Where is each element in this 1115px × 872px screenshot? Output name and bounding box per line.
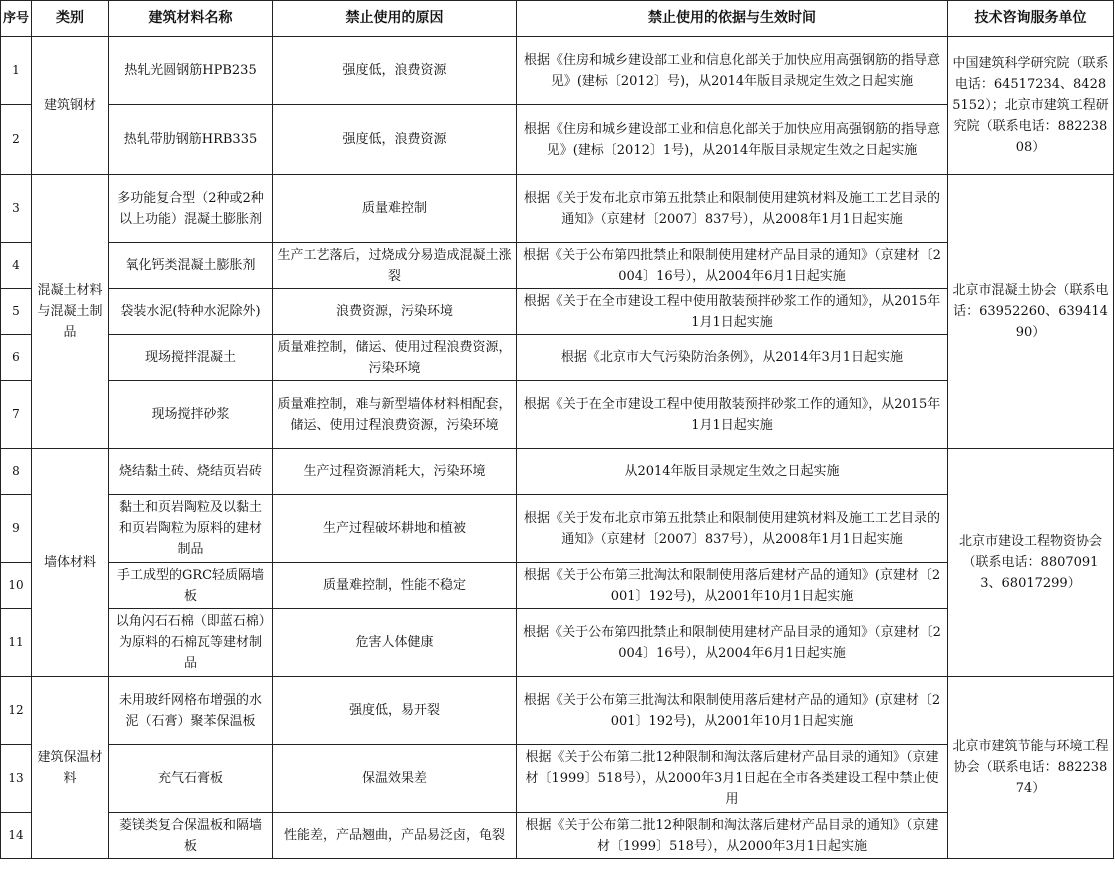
table-row bbox=[1, 813, 1114, 859]
header-reason: 禁止使用的原因 bbox=[273, 1, 517, 37]
ban-basis: 根据《住房和城乡建设部工业和信息化部关于加快应用高强钢筋的指导意见》(建标〔2012〕1号)，从2014年版目录规定生效之日起实施 bbox=[517, 105, 948, 175]
material-name: 热轧光圆钢筋HPB235 bbox=[109, 37, 273, 105]
row-no: 3 bbox=[1, 175, 32, 243]
header-material-name: 建筑材料名称 bbox=[109, 1, 273, 37]
ban-basis: 根据《关于公布第四批禁止和限制使用建材产品目录的通知》（京建材〔2004〕16号），从2004年6月1日起实施 bbox=[517, 243, 948, 289]
row-no: 8 bbox=[1, 449, 32, 495]
material-name: 未用玻纤网格布增强的水泥（石膏）聚苯保温板 bbox=[109, 677, 273, 745]
ban-basis: 根据《关于发布北京市第五批禁止和限制使用建筑材料及施工工艺目录的通知》（京建材〔2007〕837号），从2008年1月1日起实施 bbox=[517, 495, 948, 563]
material-name: 多功能复合型（2种或2种以上功能）混凝土膨胀剂 bbox=[109, 175, 273, 243]
header-consult-unit: 技术咨询服务单位 bbox=[948, 1, 1114, 37]
ban-reason: 强度低，浪费资源 bbox=[273, 37, 517, 105]
ban-reason: 浪费资源，污染环境 bbox=[273, 289, 517, 335]
material-name: 充气石膏板 bbox=[109, 745, 273, 813]
material-name: 现场搅拌混凝土 bbox=[109, 335, 273, 381]
ban-reason: 性能差，产品翘曲，产品易泛卤，龟裂 bbox=[273, 813, 517, 859]
table-row bbox=[1, 563, 1114, 609]
table-row bbox=[1, 37, 1114, 105]
header-category: 类别 bbox=[32, 1, 109, 37]
ban-reason: 质量难控制，储运、使用过程浪费资源，污染环境 bbox=[273, 335, 517, 381]
row-no: 9 bbox=[1, 495, 32, 563]
table-row bbox=[1, 381, 1114, 449]
category-cell: 建筑钢材 bbox=[32, 37, 109, 175]
ban-basis: 根据《住房和城乡建设部工业和信息化部关于加快应用高强钢筋的指导意见》(建标〔2012〕号)，从2014年版目录规定生效之日起实施 bbox=[517, 37, 948, 105]
consult-unit: 北京市建筑节能与环境工程协会（联系电话：88223874） bbox=[948, 677, 1114, 859]
category-cell: 混凝土材料与混凝土制品 bbox=[32, 175, 109, 449]
ban-reason: 保温效果差 bbox=[273, 745, 517, 813]
ban-basis: 根据《关于在全市建设工程中使用散装预拌砂浆工作的通知》，从2015年1月1日起实施 bbox=[517, 289, 948, 335]
ban-reason: 生产过程资源消耗大，污染环境 bbox=[273, 449, 517, 495]
consult-unit: 中国建筑科学研究院（联系电话：64517234、84285152）；北京市建筑工程研究院（联系电话：88223808） bbox=[948, 37, 1114, 175]
table-row bbox=[1, 243, 1114, 289]
ban-basis: 根据《关于公布第三批淘汰和限制使用落后建材产品的通知》(京建材〔2001〕192号)，从2001年10月1日起实施 bbox=[517, 563, 948, 609]
ban-reason: 强度低，浪费资源 bbox=[273, 105, 517, 175]
row-no: 1 bbox=[1, 37, 32, 105]
header-basis: 禁止使用的依据与生效时间 bbox=[517, 1, 948, 37]
table-row bbox=[1, 175, 1114, 243]
ban-reason: 危害人体健康 bbox=[273, 609, 517, 677]
ban-basis: 根据《关于公布第四批禁止和限制使用建材产品目录的通知》（京建材〔2004〕16号），从2004年6月1日起实施 bbox=[517, 609, 948, 677]
table-row bbox=[1, 677, 1114, 745]
ban-reason: 质量难控制，难与新型墙体材料相配套，储运、使用过程浪费资源，污染环境 bbox=[273, 381, 517, 449]
material-name: 氧化钙类混凝土膨胀剂 bbox=[109, 243, 273, 289]
row-no: 10 bbox=[1, 563, 32, 609]
material-name: 黏土和页岩陶粒及以黏土和页岩陶粒为原料的建材制品 bbox=[109, 495, 273, 563]
table-row bbox=[1, 609, 1114, 677]
ban-basis: 根据《关于在全市建设工程中使用散装预拌砂浆工作的通知》，从2015年1月1日起实施 bbox=[517, 381, 948, 449]
row-no: 11 bbox=[1, 609, 32, 677]
ban-basis: 根据《关于公布第二批12种限制和淘汰落后建材产品目录的通知》（京建材〔1999〕518号），从2000年3月1日起在全市各类建设工程中禁止使用 bbox=[517, 745, 948, 813]
material-name: 热轧带肋钢筋HRB335 bbox=[109, 105, 273, 175]
table-row bbox=[1, 289, 1114, 335]
material-name: 现场搅拌砂浆 bbox=[109, 381, 273, 449]
ban-reason: 生产工艺落后，过烧成分易造成混凝土涨裂 bbox=[273, 243, 517, 289]
ban-reason: 质量难控制 bbox=[273, 175, 517, 243]
ban-basis: 根据《关于公布第三批淘汰和限制使用落后建材产品的通知》(京建材〔2001〕192号)，从2001年10月1日起实施 bbox=[517, 677, 948, 745]
consult-unit: 北京市混凝土协会（联系电话：63952260、63941490） bbox=[948, 175, 1114, 449]
table-row bbox=[1, 449, 1114, 495]
material-name: 手工成型的GRC轻质隔墙板 bbox=[109, 563, 273, 609]
category-cell: 建筑保温材料 bbox=[32, 677, 109, 859]
ban-basis: 从2014年版目录规定生效之日起实施 bbox=[517, 449, 948, 495]
row-no: 14 bbox=[1, 813, 32, 859]
ban-basis: 根据《关于发布北京市第五批禁止和限制使用建筑材料及施工工艺目录的通知》（京建材〔2007〕837号），从2008年1月1日起实施 bbox=[517, 175, 948, 243]
row-no: 7 bbox=[1, 381, 32, 449]
ban-reason: 质量难控制，性能不稳定 bbox=[273, 563, 517, 609]
row-no: 12 bbox=[1, 677, 32, 745]
ban-basis: 根据《北京市大气污染防治条例》，从2014年3月1日起实施 bbox=[517, 335, 948, 381]
material-name: 袋装水泥(特种水泥除外) bbox=[109, 289, 273, 335]
row-no: 6 bbox=[1, 335, 32, 381]
table-row bbox=[1, 335, 1114, 381]
row-no: 4 bbox=[1, 243, 32, 289]
material-name: 菱镁类复合保温板和隔墙板 bbox=[109, 813, 273, 859]
table-row bbox=[1, 105, 1114, 175]
row-no: 2 bbox=[1, 105, 32, 175]
header-no: 序号 bbox=[1, 1, 32, 37]
ban-reason: 强度低，易开裂 bbox=[273, 677, 517, 745]
table-row bbox=[1, 745, 1114, 813]
material-name: 以角闪石石棉（即蓝石棉）为原料的石棉瓦等建材制品 bbox=[109, 609, 273, 677]
row-no: 13 bbox=[1, 745, 32, 813]
ban-reason: 生产过程破坏耕地和植被 bbox=[273, 495, 517, 563]
table-row bbox=[1, 495, 1114, 563]
row-no: 5 bbox=[1, 289, 32, 335]
ban-basis: 根据《关于公布第二批12种限制和淘汰落后建材产品目录的通知》（京建材〔1999〕518号），从2000年3月1日起实施 bbox=[517, 813, 948, 859]
consult-unit: 北京市建设工程物资协会（联系电话：88070913、68017299） bbox=[948, 449, 1114, 677]
category-cell: 墙体材料 bbox=[32, 449, 109, 677]
material-name: 烧结黏土砖、烧结页岩砖 bbox=[109, 449, 273, 495]
header-row bbox=[1, 1, 1114, 37]
